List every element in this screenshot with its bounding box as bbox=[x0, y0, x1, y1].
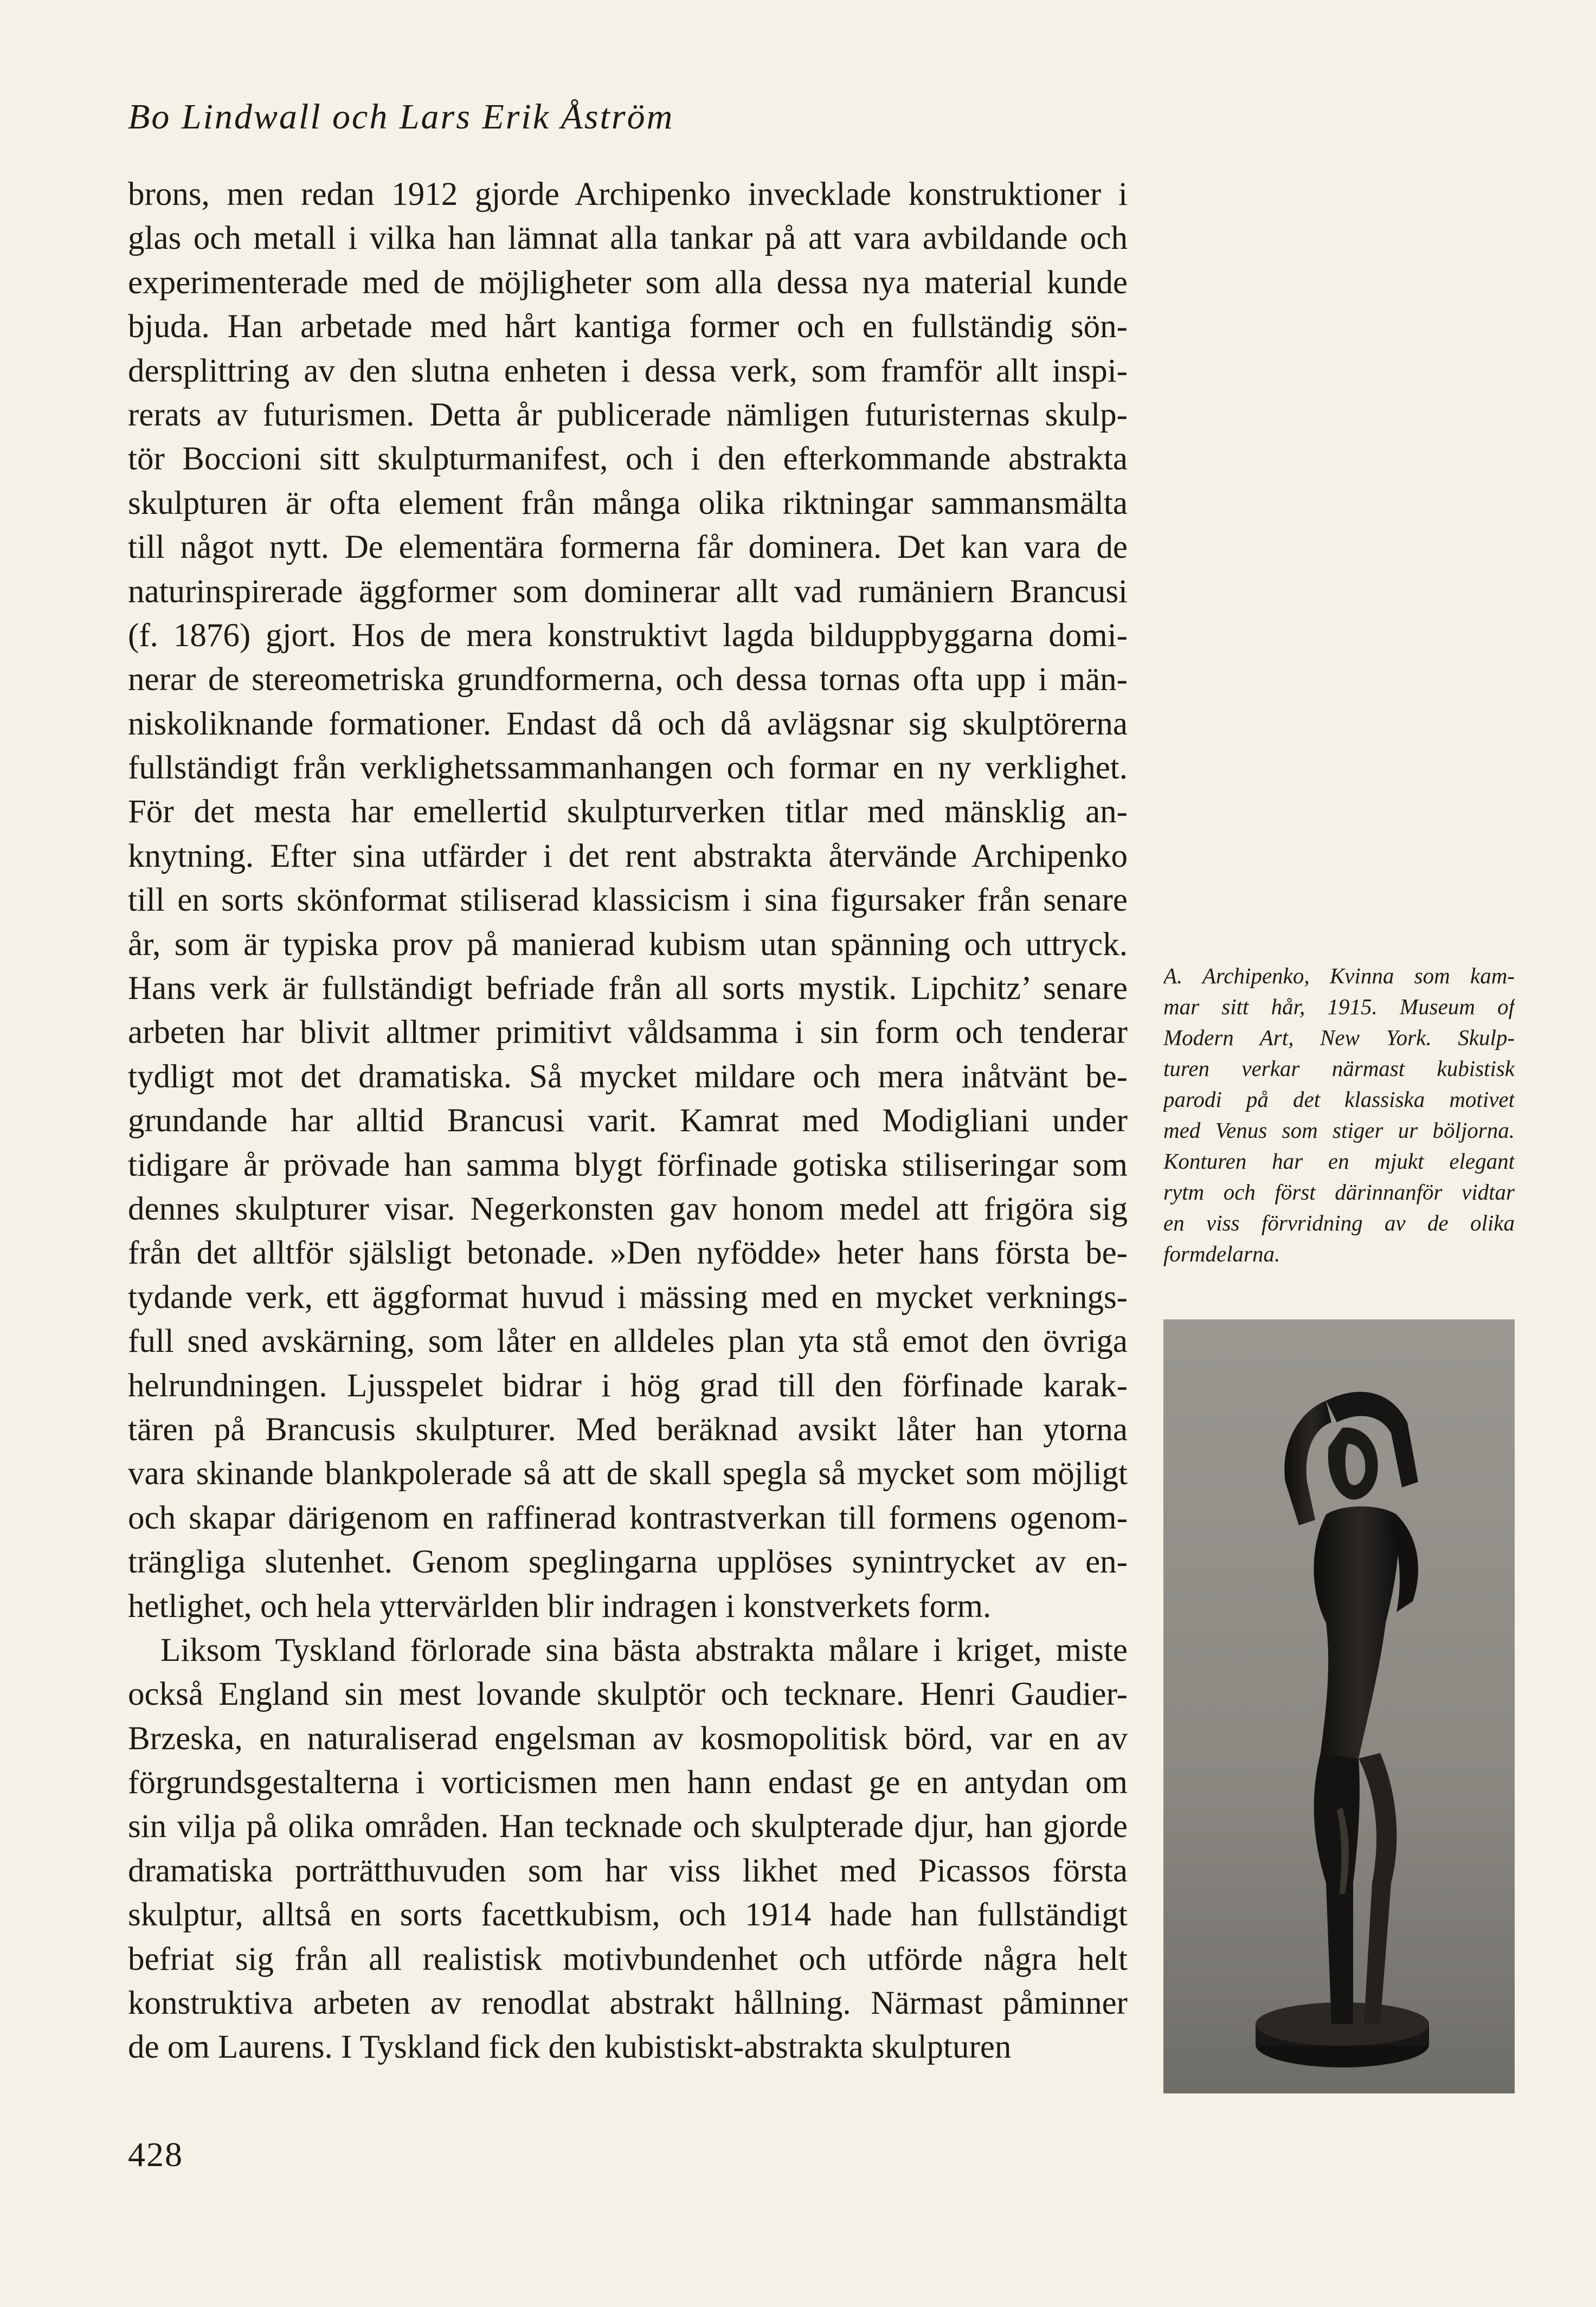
body-line: förgrundsgestalterna i vorticismen men hann endast ge en antydan om bbox=[128, 1764, 1128, 1801]
body-line: bjuda. Han arbetade med hårt kantiga former och en fullständig sön- bbox=[128, 308, 1128, 345]
body-line: tidigare år prövade han samma blygt förfinade gotiska stiliseringar som bbox=[128, 1146, 1128, 1183]
body-line: till något nytt. De elementära formerna får dominera. Det kan vara de bbox=[128, 529, 1128, 566]
body-line: rerats av futurismen. Detta år publicerade nämligen futuristernas skulp- bbox=[128, 396, 1128, 433]
sculpture-photo bbox=[1163, 1319, 1515, 2093]
body-line: tör Boccioni sitt skulpturmanifest, och i den efterkommande abstrakta bbox=[128, 441, 1128, 478]
body-line: (f. 1876) gjort. Hos de mera konstruktivt lagda bilduppbyggarna domi- bbox=[128, 617, 1128, 654]
body-line: dramatiska porträtthuvuden som har viss likhet med Picassos första bbox=[128, 1852, 1128, 1889]
body-line: från det alltför själsligt betonade. »Den nyfödde» heter hans första be- bbox=[128, 1235, 1128, 1272]
body-line: till en sorts skönformat stiliserad klassicism i sina figursaker från senare bbox=[128, 882, 1128, 919]
caption-line: Konturen har en mjukt elegant bbox=[1163, 1149, 1515, 1174]
body-line: också England sin mest lovande skulptör och tecknare. Henri Gaudier- bbox=[128, 1676, 1128, 1713]
body-line: vara skinande blankpolerade så att de skall spegla så mycket som möjligt bbox=[128, 1455, 1128, 1492]
caption-line: formdelarna. bbox=[1163, 1241, 1280, 1266]
body-line: knytning. Efter sina utfärder i det rent abstrakta återvände Archipenko bbox=[128, 837, 1128, 874]
body-line: fullständigt från verklighetssammanhangen och formar en ny verklighet. bbox=[128, 750, 1128, 787]
page-number: 428 bbox=[128, 2135, 183, 2174]
body-line: För det mesta har emellertid skulpturverken titlar med mänsklig an- bbox=[128, 794, 1128, 830]
caption-line: turen verkar närmast kubistisk bbox=[1163, 1056, 1515, 1081]
sculpture-illustration bbox=[1163, 1319, 1515, 2093]
body-line: dersplittring av den slutna enheten i dessa verk, som framför allt inspi- bbox=[128, 352, 1128, 389]
body-line: år, som är typiska prov på manierad kubism utan spänning och uttryck. bbox=[128, 926, 1128, 963]
body-line: trängliga slutenhet. Genom speglingarna upplöses synintrycket av en- bbox=[128, 1544, 1128, 1581]
body-line: helrundningen. Ljusspelet bidrar i hög grad till den förfinade karak- bbox=[128, 1367, 1128, 1404]
running-head: Bo Lindwall och Lars Erik Åström bbox=[128, 97, 674, 137]
body-line: och skapar därigenom en raffinerad kontrastverkan till formens ogenom- bbox=[128, 1499, 1128, 1536]
body-line: glas och metall i vilka han lämnat alla tankar på att vara avbildande och bbox=[128, 220, 1128, 257]
body-line: de om Laurens. I Tyskland fick den kubistiskt-abstrakta skulpturen bbox=[128, 2029, 1012, 2066]
body-line: befriat sig från all realistisk motivbundenhet och utförde några helt bbox=[128, 1941, 1128, 1977]
body-line: nerar de stereometriska grundformerna, och dessa tornas ofta upp i män- bbox=[128, 661, 1128, 698]
figure-caption bbox=[1163, 961, 1515, 1270]
caption-line: en viss förvridning av de olika bbox=[1163, 1210, 1515, 1235]
body-line: Liksom Tyskland förlorade sina bästa abstrakta målare i kriget, miste bbox=[160, 1632, 1128, 1668]
caption-line: Modern Art, New York. Skulp- bbox=[1163, 1025, 1515, 1050]
body-line: Brzeska, en naturaliserad engelsman av kosmopolitisk börd, var en av bbox=[128, 1720, 1128, 1757]
body-line: arbeten har blivit alltmer primitivt våldsamma i sin form och tenderar bbox=[128, 1014, 1128, 1051]
body-line: Hans verk är fullständigt befriade från all sorts mystik. Lipchitz’ senare bbox=[128, 970, 1128, 1007]
body-line: konstruktiva arbeten av renodlat abstrakt hållning. Närmast påminner bbox=[128, 1985, 1128, 2022]
body-line: tydligt mot det dramatiska. Så mycket mildare och mera inåtvänt be- bbox=[128, 1058, 1128, 1095]
body-line: experimenterade med de möjligheter som alla dessa nya material kunde bbox=[128, 264, 1128, 301]
body-line: skulptur, alltså en sorts facettkubism, och 1914 hade han fullständigt bbox=[128, 1897, 1128, 1934]
caption-line: rytm och först därinnanför vidtar bbox=[1163, 1180, 1515, 1204]
body-line: sin vilja på olika områden. Han tecknade och skulpterade djur, han gjorde bbox=[128, 1808, 1128, 1845]
caption-line: A. Archipenko, Kvinna som kam- bbox=[1163, 963, 1515, 988]
body-line: niskoliknande formationer. Endast då och då avlägsnar sig skulptörerna bbox=[128, 705, 1128, 742]
body-line: tydande verk, ett äggformat huvud i mässing med en mycket verknings- bbox=[128, 1279, 1128, 1316]
body-line: skulpturen är ofta element från många olika riktningar sammansmälta bbox=[128, 485, 1128, 521]
body-line: grundande har alltid Brancusi varit. Kamrat med Modigliani under bbox=[128, 1103, 1128, 1139]
caption-line: parodi på det klassiska motivet bbox=[1163, 1087, 1515, 1112]
caption-line: med Venus som stiger ur böljorna. bbox=[1163, 1118, 1515, 1143]
body-line: dennes skulpturer visar. Negerkonsten gav honom medel att frigöra sig bbox=[128, 1190, 1128, 1227]
caption-line: mar sitt hår, 1915. Museum of bbox=[1163, 994, 1515, 1019]
body-text bbox=[128, 172, 1128, 2070]
body-line: brons, men redan 1912 gjorde Archipenko invecklade konstruktioner i bbox=[128, 176, 1128, 212]
body-line: tären på Brancusis skulpturer. Med beräknad avsikt låter han ytorna bbox=[128, 1411, 1128, 1448]
body-line: full sned avskärning, som låter en alldeles plan yta stå emot den övriga bbox=[128, 1323, 1128, 1360]
body-line: naturinspirerade äggformer som dominerar allt vad rumäniern Brancusi bbox=[128, 573, 1128, 610]
body-line: hetlighet, och hela yttervärlden blir indragen i konstverkets form. bbox=[128, 1588, 992, 1625]
